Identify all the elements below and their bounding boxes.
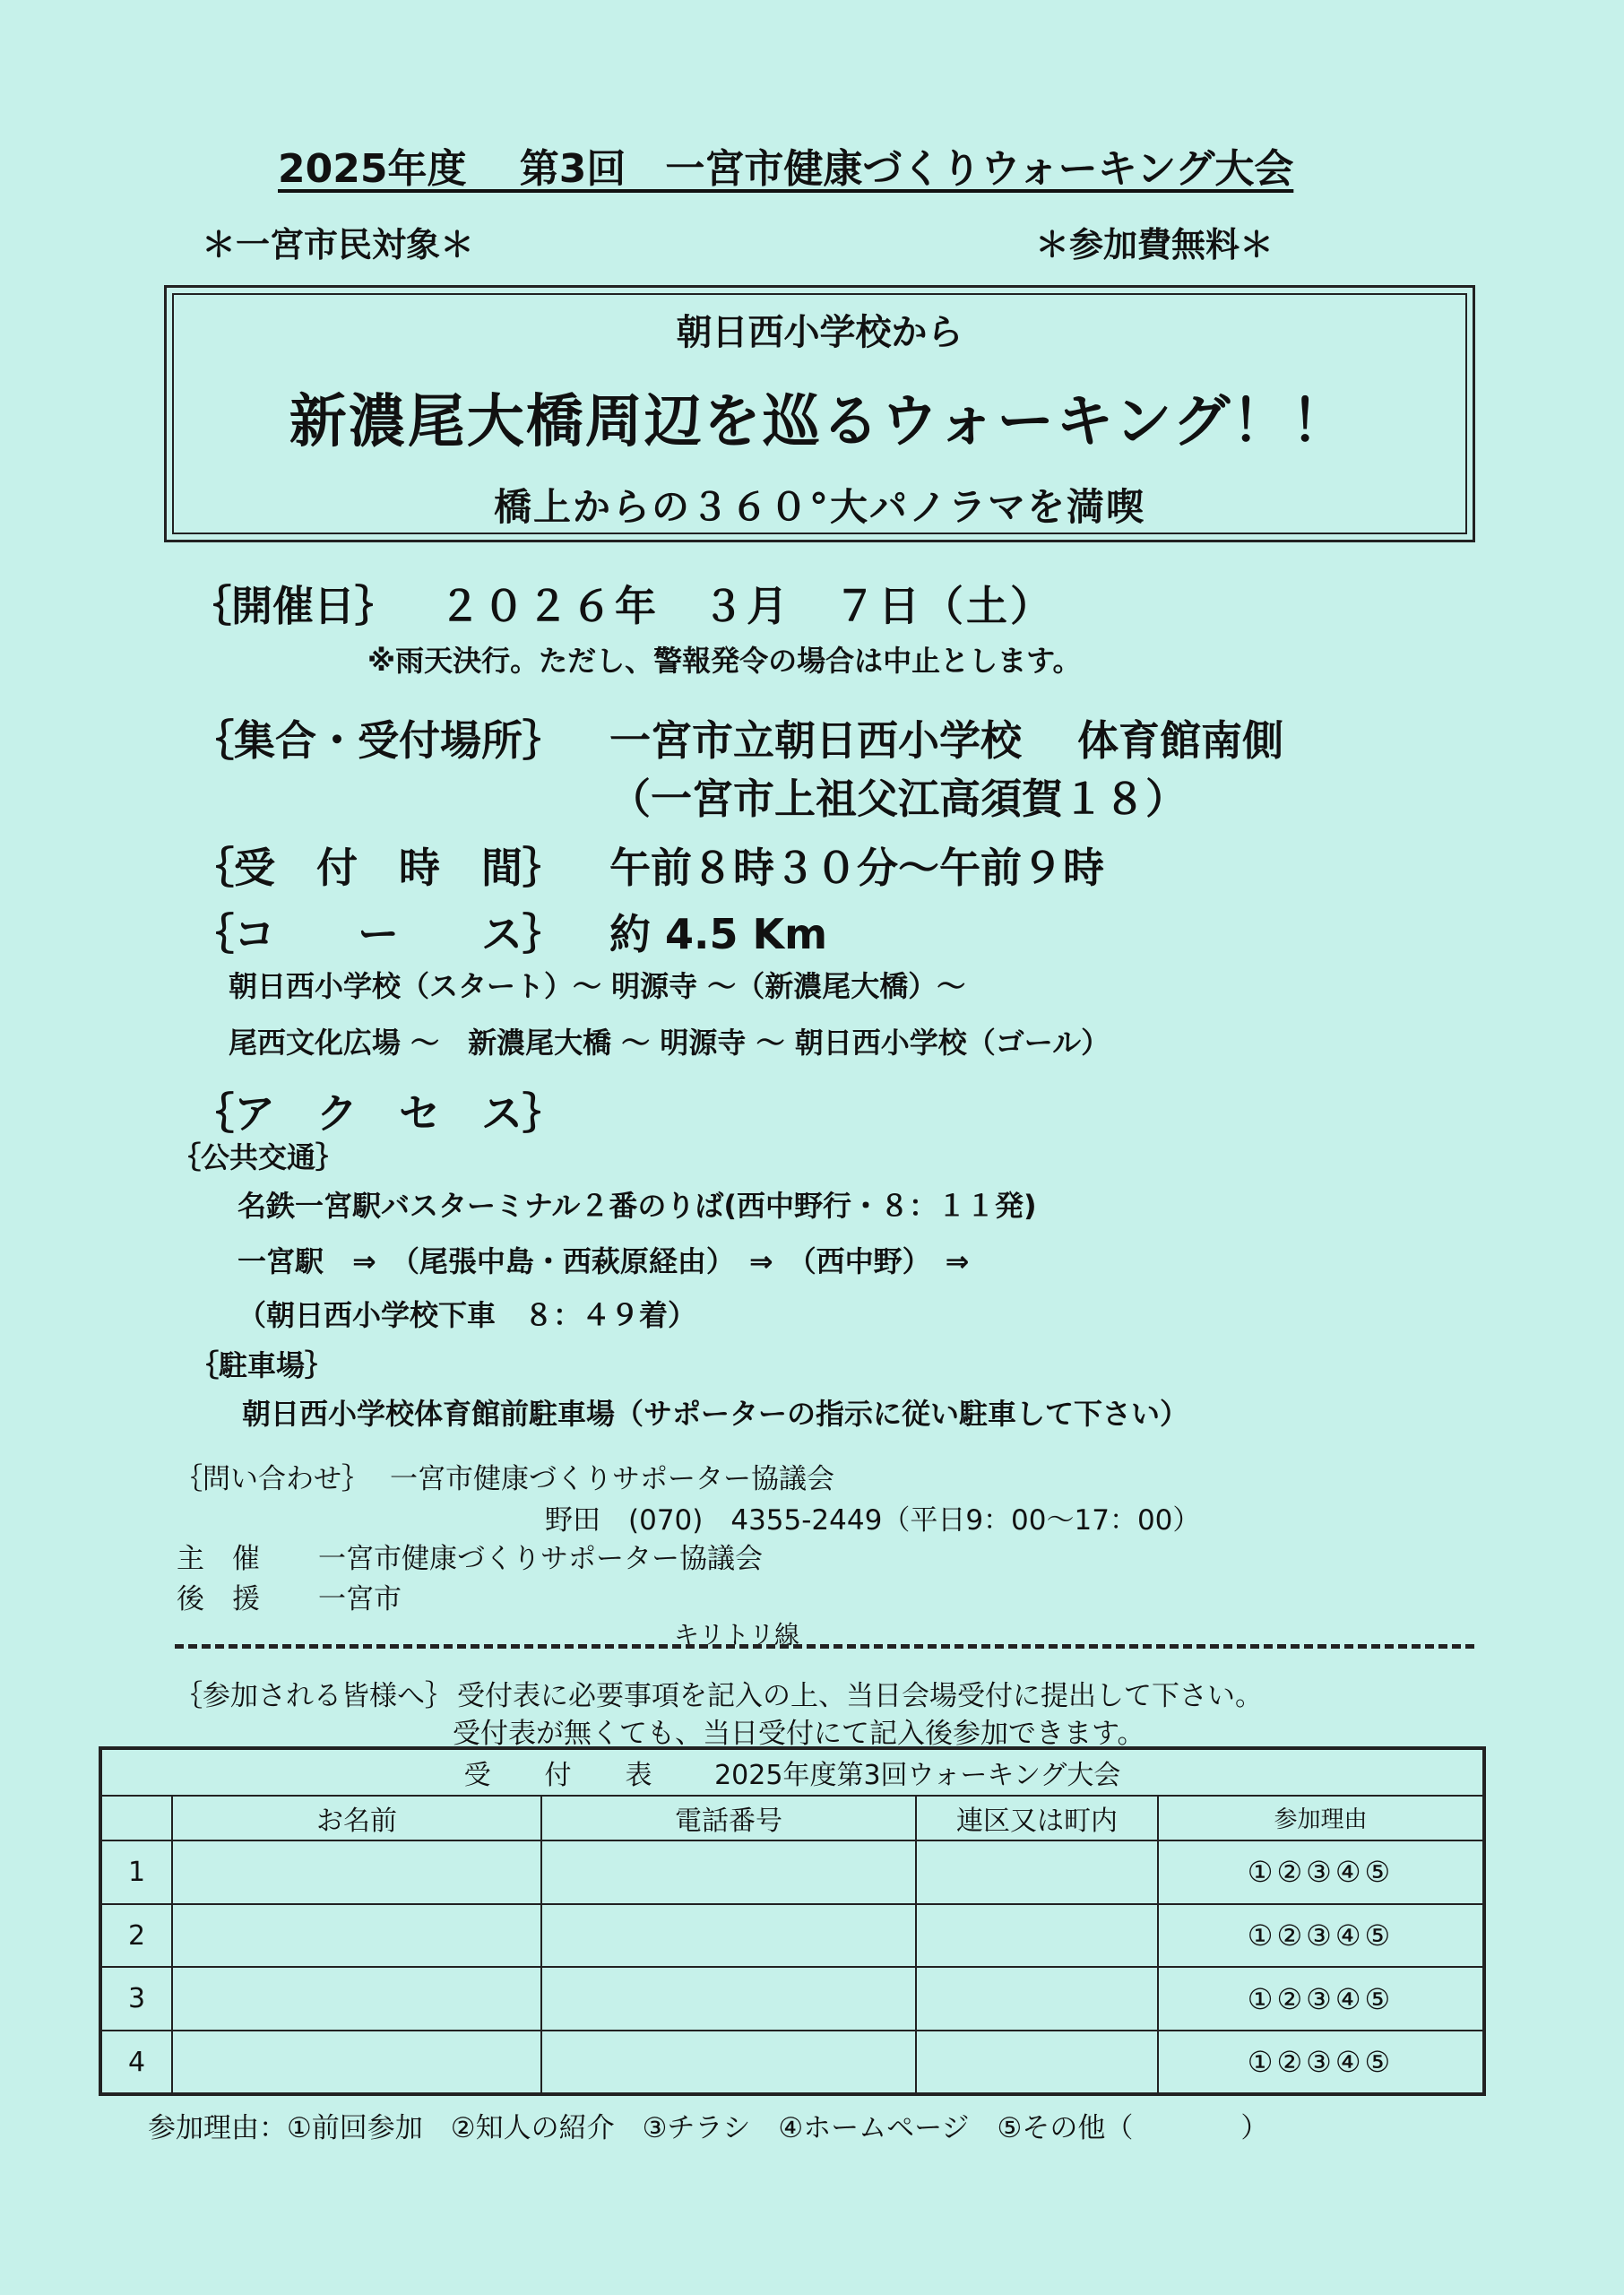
participants-note-line-2: 受付表が無くても、当日受付にて記入後参加できます。 xyxy=(453,1718,1145,1750)
course-label: ｛コ ー ス｝ xyxy=(193,910,564,958)
reason-legend xyxy=(148,2105,1268,2145)
name-cell[interactable] xyxy=(172,1904,541,1968)
table-row xyxy=(100,1967,1484,2031)
col-header-name: お名前 xyxy=(172,1796,541,1841)
col-header-number xyxy=(100,1796,172,1841)
target-audience: ＊一宮市民対象＊ xyxy=(202,225,475,264)
contact-org: 一宮市健康づくりサポーター協議会 xyxy=(390,1463,834,1495)
col-header-district: 連区又は町内 xyxy=(916,1796,1158,1841)
name-cell[interactable] xyxy=(172,1840,541,1904)
headline-from: 朝日西小学校から xyxy=(676,312,963,353)
support-value: 一宮市 xyxy=(318,1583,402,1615)
reason-options[interactable]: ①②③④⑤ xyxy=(1158,1967,1484,2031)
district-cell[interactable] xyxy=(916,1967,1158,2031)
table-row xyxy=(100,1904,1484,1968)
form-header-row xyxy=(100,1796,1484,1841)
contact-label: ｛問い合わせ｝ xyxy=(175,1463,369,1495)
cut-line xyxy=(175,1644,1474,1649)
reason-options[interactable]: ①②③④⑤ xyxy=(1158,1840,1484,1904)
time-value: 午前８時３０分～午前９時 xyxy=(609,844,1104,892)
row-number: 3 xyxy=(100,1967,172,2031)
public-transport-line-2: 一宮駅 ⇒ （尾張中島・西萩原経由） ⇒ （西中野） ⇒ xyxy=(238,1244,970,1278)
contact-phone: 野田 (070) 4355-2449（平日9：00～17：00） xyxy=(545,1504,1201,1537)
headline-main: 新濃尾大橋周辺を巡るウォーキング！！ xyxy=(289,389,1351,455)
parking-label: ｛駐車場｝ xyxy=(190,1348,334,1382)
host-label: 主 催 xyxy=(177,1543,260,1575)
phone-cell[interactable] xyxy=(541,1840,916,1904)
district-cell[interactable] xyxy=(916,2031,1158,2094)
participants-note-line-1: 受付表に必要事項を記入の上、当日会場受付に提出して下さい。 xyxy=(457,1680,1263,1712)
name-cell[interactable] xyxy=(172,1967,541,2031)
access-label: ｛ア ク セ ス｝ xyxy=(193,1089,564,1138)
phone-cell[interactable] xyxy=(541,1967,916,2031)
page-title: 2025年度 第3回 一宮市健康づくりウォーキング大会 xyxy=(278,146,1294,192)
table-row xyxy=(100,1840,1484,1904)
phone-cell[interactable] xyxy=(541,1904,916,1968)
time-label: ｛受 付 時 間｝ xyxy=(193,844,564,892)
col-header-phone: 電話番号 xyxy=(541,1796,916,1841)
reason-legend-close: ） xyxy=(1240,2112,1269,2144)
date-note: ※雨天決行。ただし、警報発令の場合は中止とします。 xyxy=(367,644,1082,678)
date-label: ｛開催日｝ xyxy=(190,582,396,630)
support-label: 後 援 xyxy=(177,1583,260,1615)
course-route-2: 尾西文化広場 ～ 新濃尾大橋 ～ 明源寺 ～ 朝日西小学校（ゴール） xyxy=(229,1026,1110,1060)
headline-box xyxy=(164,285,1475,542)
reason-options[interactable]: ①②③④⑤ xyxy=(1158,2031,1484,2094)
col-header-reason: 参加理由 xyxy=(1158,1796,1484,1841)
public-transport-label: ｛公共交通｝ xyxy=(172,1140,345,1174)
participants-note-label: ｛参加される皆様へ｝ xyxy=(175,1680,453,1712)
form-title-row xyxy=(100,1748,1484,1796)
place-value: 一宮市立朝日西小学校 体育館南側 xyxy=(609,716,1284,765)
form-title: 受 付 表 2025年度第3回ウォーキング大会 xyxy=(100,1748,1484,1796)
row-number: 4 xyxy=(100,2031,172,2094)
name-cell[interactable] xyxy=(172,2031,541,2094)
table-row xyxy=(100,2031,1484,2094)
row-number: 2 xyxy=(100,1904,172,1968)
headline-tagline: 橋上からの３６０°大パノラマを満喫 xyxy=(493,485,1145,529)
place-label: ｛集合・受付場所｝ xyxy=(193,716,564,765)
district-cell[interactable] xyxy=(916,1904,1158,1968)
fee-note: ＊参加費無料＊ xyxy=(1035,225,1274,264)
reason-options[interactable]: ①②③④⑤ xyxy=(1158,1904,1484,1968)
public-transport-line-1: 名鉄一宮駅バスターミナル２番のりば(西中野行・８：１１発) xyxy=(238,1189,1037,1223)
course-value: 約 4.5 Km xyxy=(609,910,828,958)
parking-text: 朝日西小学校体育館前駐車場（サポーターの指示に従い駐車して下さい） xyxy=(242,1397,1189,1431)
reception-form-table xyxy=(99,1746,1486,2096)
date-value: ２０２６年 ３月 ７日（土） xyxy=(439,582,1054,630)
phone-cell[interactable] xyxy=(541,2031,916,2094)
row-number: 1 xyxy=(100,1840,172,1904)
course-route-1: 朝日西小学校（スタート）～ 明源寺 ～（新濃尾大橋）～ xyxy=(229,969,966,1003)
host-value: 一宮市健康づくりサポーター協議会 xyxy=(318,1543,763,1575)
place-address: （一宮市上祖父江高須賀１８） xyxy=(609,775,1187,823)
reason-legend-text: 参加理由：①前回参加 ②知人の紹介 ③チラシ ④ホームページ ⑤その他（ xyxy=(148,2112,1134,2144)
district-cell[interactable] xyxy=(916,1840,1158,1904)
cut-line-label: キリトリ線 xyxy=(674,1620,800,1650)
public-transport-line-3: （朝日西小学校下車 ８：４９着） xyxy=(238,1298,697,1332)
